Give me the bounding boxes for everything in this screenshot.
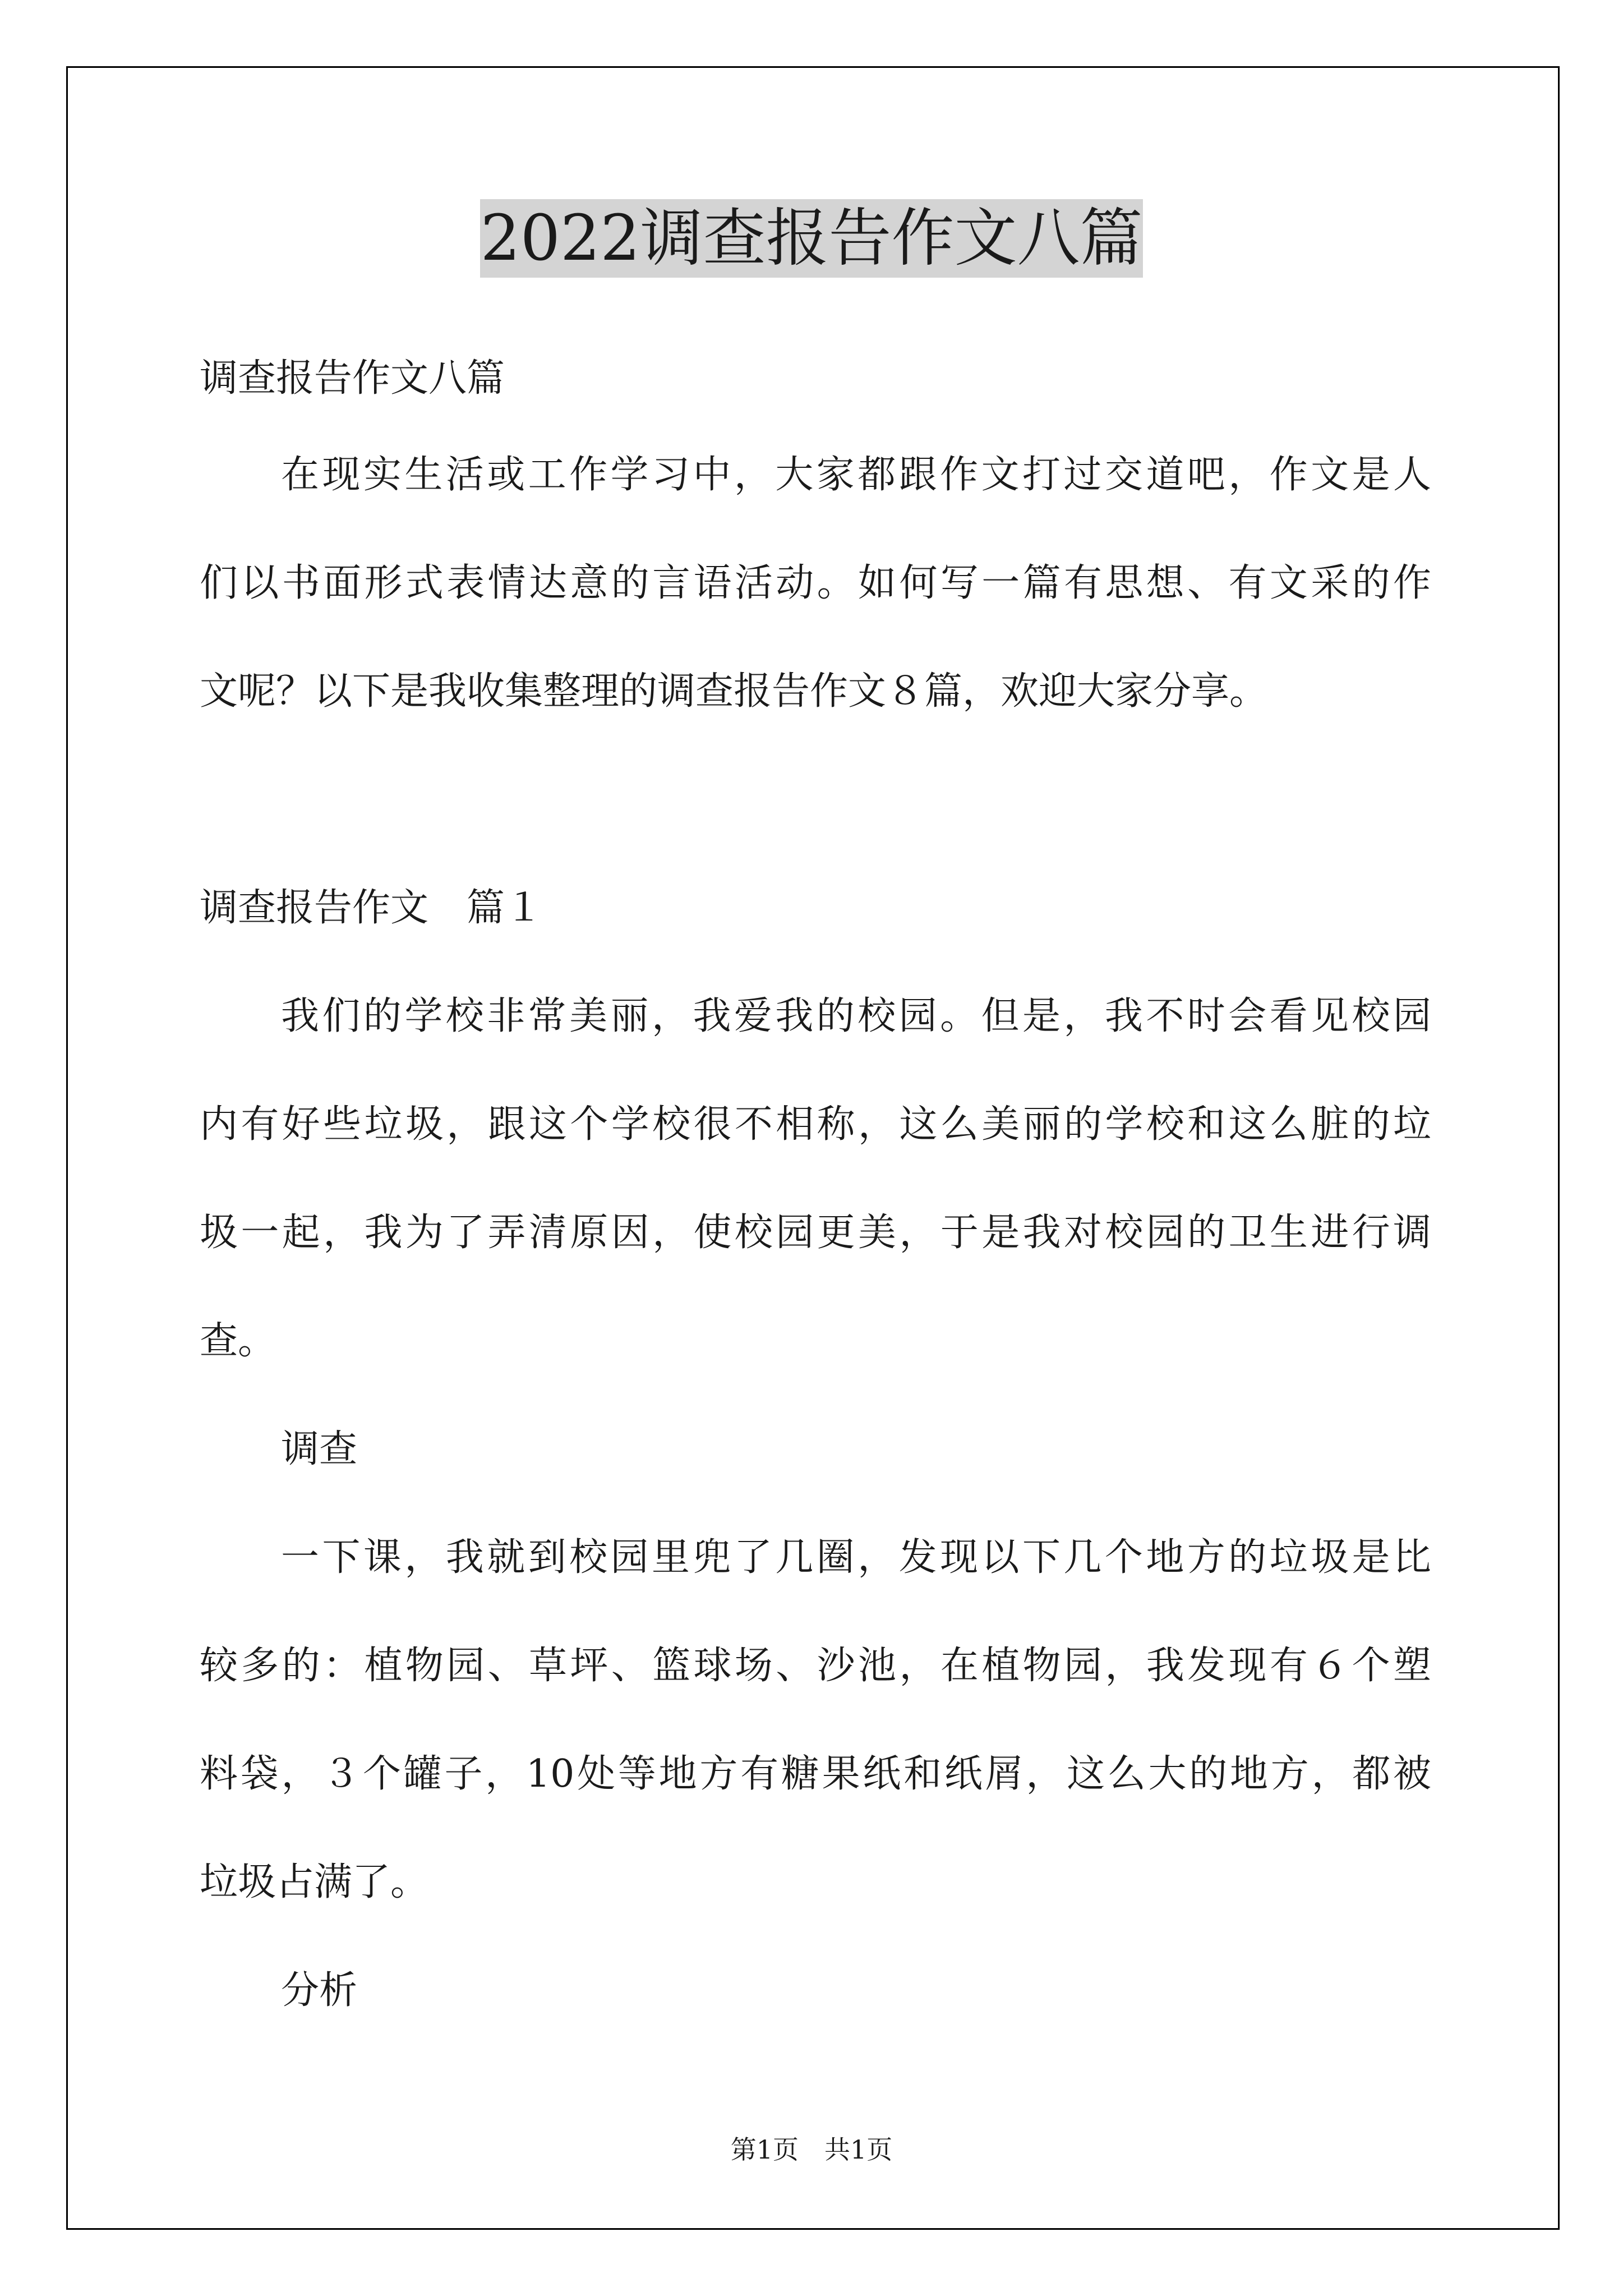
section-heading: 调查报告作文 篇１	[200, 886, 543, 930]
paragraph-line: 在现实生活或工作学习中，大家都跟作文打过交道吧，作文是人	[281, 453, 1431, 497]
paragraph-line: 一下课，我就到校园里兜了几圈，发现以下几个地方的垃圾是比	[281, 1535, 1431, 1580]
paragraph-line: 较多的：植物园、草坪、篮球场、沙池，在植物园，我发现有６个塑	[200, 1644, 1431, 1688]
section1-paragraph-2	[200, 1531, 1431, 1964]
title-container	[0, 199, 1623, 278]
paragraph-line: 料袋，３个罐子，10处等地方有糖果纸和纸屑，这么大的地方，都被	[200, 1752, 1431, 1796]
section1-paragraph-1	[200, 990, 1431, 1423]
paragraph-line: 垃圾占满了。	[200, 1860, 429, 1904]
label-analysis: 分析	[281, 1968, 358, 2013]
label-investigation: 调查	[281, 1427, 358, 1471]
document-title: 2022调查报告作文八篇	[480, 199, 1142, 278]
paragraph-line: 内有好些垃圾，跟这个学校很不相称，这么美丽的学校和这么脏的垃	[200, 1102, 1431, 1147]
document-subtitle: 调查报告作文八篇	[200, 356, 505, 401]
paragraph-line: 们以书面形式表情达意的言语活动。如何写一篇有思想、有文采的作	[200, 561, 1431, 605]
paragraph-line: 我们的学校非常美丽，我爱我的校园。但是，我不时会看见校园	[281, 994, 1431, 1038]
paragraph-line: 查。	[200, 1319, 276, 1363]
paragraph-line: 圾一起，我为了弄清原因，使校园更美，于是我对校园的卫生进行调	[200, 1211, 1431, 1255]
page-number-footer: 第1页 共1页	[730, 2134, 893, 2165]
intro-paragraph	[200, 448, 1431, 773]
paragraph-line: 文呢？以下是我收集整理的调查报告作文８篇，欢迎大家分享。	[200, 669, 1268, 714]
